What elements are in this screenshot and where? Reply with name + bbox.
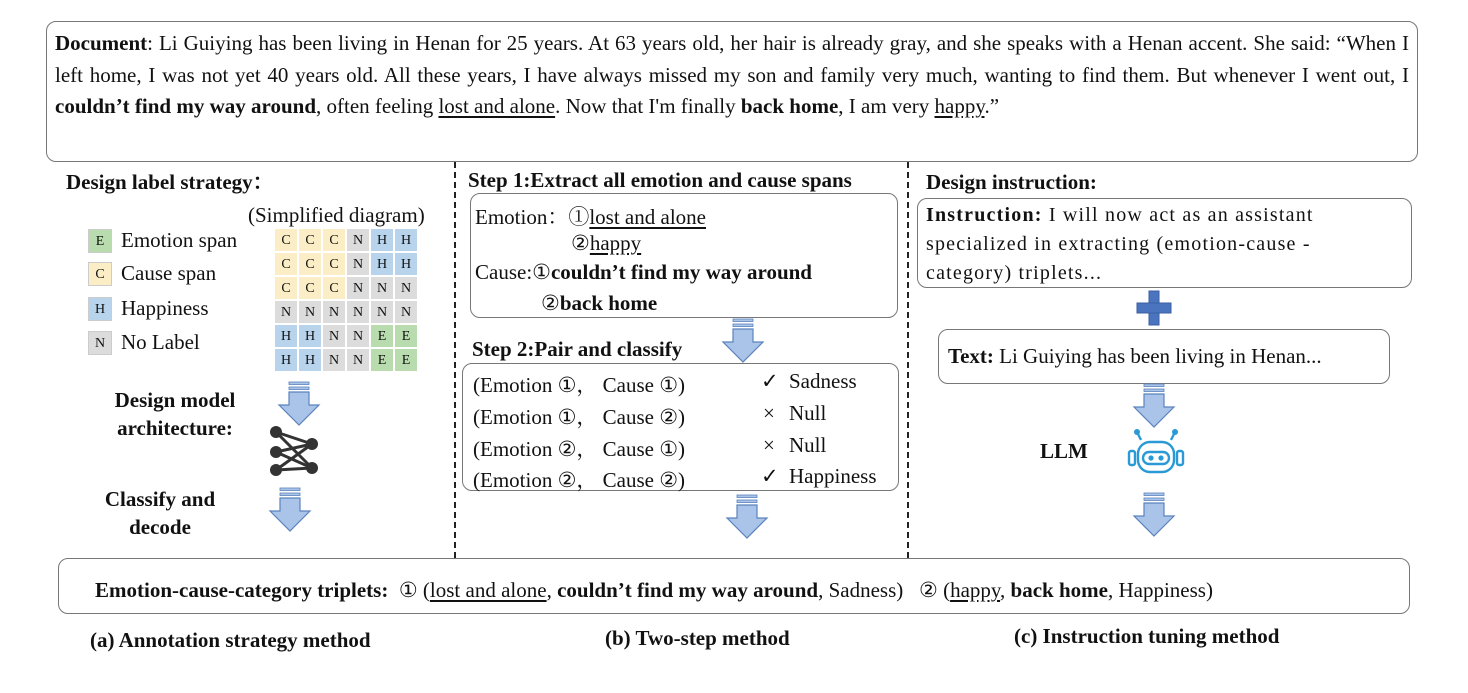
emotion-2-text: happy <box>589 231 642 255</box>
grid-cell: E <box>370 348 394 372</box>
legend-label-n: No Label <box>121 330 200 354</box>
grid-cell: H <box>370 252 394 276</box>
grid-cell: C <box>298 228 322 252</box>
grid-cell: H <box>394 228 418 252</box>
decode-line-1: Classify and <box>104 487 216 511</box>
llm-label: LLM <box>1040 439 1088 463</box>
grid-cell: N <box>370 276 394 300</box>
pair-mark-4: ✓ <box>761 464 779 488</box>
triplet-2-emotion: happy <box>950 578 1001 602</box>
pair-mark-3: × <box>763 433 775 457</box>
triplet-1-open: ( <box>417 578 430 602</box>
legend-swatch-n: N <box>88 331 112 355</box>
triplet-2-number: ② <box>919 578 938 602</box>
plus-icon <box>1134 290 1174 326</box>
legend-label-h: Happiness <box>121 296 209 320</box>
cause-1-text: couldn’t find my way around <box>550 260 812 284</box>
pair-label-3: Null <box>789 433 827 457</box>
step1-title: Step 1:Extract all emotion and cause spans <box>468 168 852 192</box>
grid-cell: N <box>346 252 370 276</box>
emotion-1-number: ① <box>568 205 590 229</box>
grid-cell: H <box>298 324 322 348</box>
triplet-1-sep: , <box>546 578 558 602</box>
neural-network-icon <box>268 424 322 478</box>
emotion-2-number: ② <box>571 231 590 255</box>
pair-row-2: (Emotion ①， Cause ②) <box>473 405 686 429</box>
legend-no-label <box>88 330 268 356</box>
triplet-1-emotion: lost and alone <box>429 578 547 602</box>
pair-row-3: (Emotion ②， Cause ①) <box>473 437 686 461</box>
result-content <box>95 578 1213 603</box>
emotion-row-2 <box>571 231 641 256</box>
grid-cell: C <box>274 252 298 276</box>
grid-cell: H <box>394 252 418 276</box>
pair-label-4: Happiness <box>789 464 877 488</box>
document-emotion-2: happy <box>934 94 985 118</box>
grid-cell: C <box>298 276 322 300</box>
grid-cell: C <box>274 276 298 300</box>
result-label: Emotion-cause-category triplets: <box>95 578 389 602</box>
label-grid <box>274 228 418 372</box>
step2-title: Step 2:Pair and classify <box>472 337 683 361</box>
triplet-2-sep: , <box>1000 578 1011 602</box>
decode-line-2: decode <box>129 515 191 539</box>
document-label: Document <box>55 31 148 55</box>
grid-cell: H <box>274 348 298 372</box>
pair-row-4: (Emotion ②， Cause ②) <box>473 468 686 492</box>
grid-cell: H <box>370 228 394 252</box>
cause-label: Cause: <box>475 260 533 284</box>
grid-cell: C <box>322 276 346 300</box>
arrow-down-icon <box>721 318 767 364</box>
legend-emotion <box>88 228 268 254</box>
legend-label-c: Cause span <box>121 261 217 285</box>
triplet-1-cause: couldn’t find my way around <box>557 578 819 602</box>
instruction-label: Instruction: <box>926 204 1043 226</box>
arrow-down-icon <box>1132 383 1178 429</box>
model-line-2: architecture: <box>117 416 233 440</box>
emotion-row-1 <box>475 201 706 231</box>
triplet-2-open: ( <box>937 578 951 602</box>
document-emotion-1: lost and alone <box>438 94 556 118</box>
grid-cell: N <box>346 324 370 348</box>
legend-cause <box>88 261 268 287</box>
document-text-5: .” <box>984 94 1000 118</box>
grid-cell: C <box>274 228 298 252</box>
grid-cell: N <box>394 276 418 300</box>
grid-cell: N <box>322 300 346 324</box>
emotion-label: Emotion： <box>475 205 569 229</box>
cause-row-2 <box>541 291 657 316</box>
instruction-box <box>917 198 1412 288</box>
document-cause-2: back home <box>740 94 839 118</box>
grid-cell: N <box>322 348 346 372</box>
step1-box <box>470 193 898 318</box>
legend-swatch-e: E <box>88 229 112 253</box>
caption-c: (c) Instruction tuning method <box>1014 624 1280 648</box>
grid-cell: E <box>370 324 394 348</box>
text-label: Text: <box>948 344 994 368</box>
pair-mark-1: ✓ <box>761 369 779 393</box>
robot-icon <box>1127 428 1185 478</box>
grid-cell: N <box>274 300 298 324</box>
legend-label-e: Emotion span <box>121 228 238 252</box>
grid-cell: N <box>394 300 418 324</box>
text-value: Li Guiying has been living in Henan... <box>993 344 1322 368</box>
legend-swatch-c: C <box>88 262 112 286</box>
cause-row-1 <box>475 260 812 285</box>
label-strategy-heading: Design label strategy： <box>66 170 274 194</box>
cause-2-number: ② <box>541 291 560 315</box>
triplet-2-cause: back home <box>1010 578 1108 602</box>
grid-cell: C <box>322 228 346 252</box>
arrow-down-icon <box>277 381 323 427</box>
instruction-content <box>926 201 1403 288</box>
pair-row-1: (Emotion ①， Cause ①) <box>473 373 686 397</box>
grid-cell: E <box>394 348 418 372</box>
simplified-diagram-label: (Simplified diagram) <box>248 203 425 227</box>
step2-box <box>462 363 899 491</box>
triplet-1-rest: , Sadness) <box>818 578 904 602</box>
grid-cell: N <box>298 300 322 324</box>
arrow-down-icon <box>268 487 314 533</box>
model-line-1: Design model <box>114 388 236 412</box>
grid-cell: N <box>322 324 346 348</box>
caption-b: (b) Two-step method <box>605 626 790 650</box>
grid-cell: H <box>298 348 322 372</box>
cause-1-number: ① <box>532 260 551 284</box>
grid-cell: C <box>322 252 346 276</box>
model-architecture-label <box>100 386 250 442</box>
grid-cell: E <box>394 324 418 348</box>
arrow-down-icon <box>1132 492 1178 538</box>
grid-cell: C <box>298 252 322 276</box>
grid-cell: N <box>346 228 370 252</box>
arrow-down-icon <box>725 494 771 540</box>
pair-mark-2: × <box>763 401 775 425</box>
instruction-text: I will now act as an assistant specialized in extracting (emotion-cause - category) triplets... <box>926 204 1314 284</box>
legend-happiness <box>88 296 268 322</box>
legend-swatch-h: H <box>88 297 112 321</box>
document-text-3: . Now that I'm finally <box>555 94 741 118</box>
instruction-heading: Design instruction: <box>926 170 1097 194</box>
emotion-1-text: lost and alone <box>589 205 706 229</box>
document-box <box>46 21 1418 162</box>
pair-label-2: Null <box>789 401 827 425</box>
document-cause-1: couldn’t find my way around <box>55 94 317 118</box>
document-text-1: : Li Guiying has been living in Henan for 25 years. At 63 years old, her hair is already gray, and she speaks with a Henan accent. She said: “When I left home, I was not yet 40 years old. All these years, I have always missed my son and family very much, wanting to find them. But whenever I went out, I <box>55 31 1409 87</box>
caption-a: (a) Annotation strategy method <box>90 628 371 652</box>
grid-cell: N <box>370 300 394 324</box>
pair-label-1: Sadness <box>789 369 857 393</box>
document-text-4: , I am very <box>838 94 935 118</box>
document-text-2: , often feeling <box>316 94 439 118</box>
separator-right <box>907 162 909 558</box>
result-box <box>58 558 1410 614</box>
classify-decode-label <box>90 485 230 541</box>
triplet-1-number: ① <box>398 578 418 602</box>
separator-left <box>454 162 456 558</box>
grid-cell: N <box>346 348 370 372</box>
grid-cell: H <box>274 324 298 348</box>
grid-cell: N <box>346 300 370 324</box>
cause-2-text: back home <box>559 291 658 315</box>
triplet-2-rest: , Happiness) <box>1107 578 1213 602</box>
text-box <box>938 329 1390 384</box>
grid-cell: N <box>346 276 370 300</box>
text-content <box>948 344 1322 369</box>
